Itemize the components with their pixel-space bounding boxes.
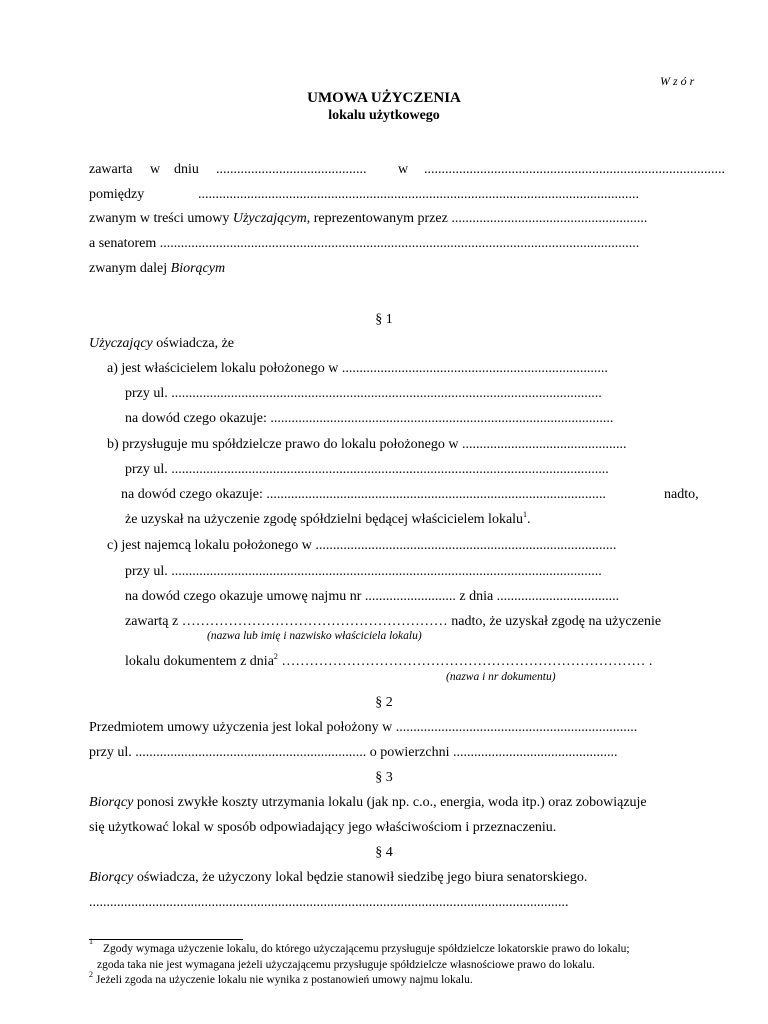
lender-term: Użyczającym	[232, 211, 307, 226]
section-line: .........................................................................................................................................	[89, 895, 569, 910]
intro-text: zwanym w treści umowy	[89, 211, 233, 226]
item-c-line: zawartą z ………………………………………………… nadto, że uzyskał zgodę na użyczenie	[125, 614, 662, 629]
footnote-separator	[89, 939, 243, 940]
footnote-ref: 2	[273, 652, 278, 661]
item-c-line: przy ul. ...........................................................................................................................	[125, 564, 602, 579]
footnote-ref: 1	[523, 510, 528, 519]
section-line	[89, 796, 647, 810]
party-blank: ..............................................................................................................................	[198, 187, 639, 202]
lender-term: Użyczający	[89, 336, 153, 351]
field-note: (nazwa i nr dokumentu)	[446, 671, 556, 683]
section-heading: § 3	[375, 770, 393, 785]
section-text: oświadcza, że użyczony lokal będzie stanowił siedzibę jego biura senatorskiego.	[133, 870, 588, 885]
section-line: przy ul. .................................................................. o powierzchni ...............................................	[89, 745, 618, 760]
intro-word: w	[150, 162, 161, 177]
footnote-1-text: Zgody wymaga użyczenie lokalu, do którego użyczającemu przysługuje spółdzielcze lokatorskie prawo do lokalu;	[103, 943, 630, 955]
footnote-number: 2	[89, 970, 93, 979]
section-lead	[89, 337, 234, 351]
intro-word: w	[398, 162, 409, 177]
intro-text: zwanym dalej	[89, 261, 171, 276]
section-line: się użytkować lokal w sposób odpowiadający jego właściwościom i przeznaczeniu.	[89, 820, 557, 835]
intro-word: zawarta	[89, 162, 133, 177]
intro-text: , reprezentowanym przez ........................................................	[306, 211, 648, 226]
place-blank: ......................................................................................	[424, 162, 725, 177]
intro-line	[89, 212, 647, 226]
item-c-line: na dowód czego okazuje umowę najmu nr .......................... z dnia ...................................	[125, 589, 620, 604]
field-note: (nazwa lub imię i nazwisko właściciela lokalu)	[207, 630, 422, 642]
borrower-term: Biorący	[89, 795, 134, 810]
item-text: że uzyskał na użyczenie zgodę spółdzielni będącej właścicielem lokalu	[125, 512, 524, 527]
template-label: W z ó r	[660, 74, 695, 88]
item-text: lokalu dokumentem z dnia	[125, 654, 274, 669]
borrower-term: Biorącym	[170, 261, 226, 276]
item-b-line: nadto,	[664, 487, 699, 502]
item-c-line	[125, 652, 653, 669]
footnote-1	[89, 937, 93, 954]
date-blank: ...........................................	[216, 162, 367, 177]
senator-line: a senatorem .........................................................................................................................................	[89, 236, 640, 251]
document-title: UMOWA UŻYCZENIA	[307, 90, 461, 106]
item-text: …………………………………………………………………… .	[277, 654, 653, 669]
item-b-line: przy ul. .............................................................................................................................	[125, 462, 609, 477]
section-heading: § 1	[375, 312, 393, 327]
item-b-line: b) przysługuje mu spółdzielcze prawo do lokalu położonego w ...............................................	[107, 437, 627, 452]
item-b-line	[125, 510, 531, 527]
section-heading: § 2	[375, 695, 393, 710]
section-line	[89, 871, 587, 885]
section-text: ponosi zwykłe koszty utrzymania lokalu (jak np. c.o., energia, woda itp.) oraz zobowiązuje	[133, 795, 647, 810]
section-line: Przedmiotem umowy użyczenia jest lokal położony w .....................................................................	[89, 720, 638, 735]
item-b-line: na dowód czego okazuje: .................................................................................................	[121, 487, 606, 502]
section-heading: § 4	[375, 845, 393, 860]
lead-text: oświadcza, że	[152, 336, 234, 351]
item-a-line: a) jest właścicielem lokalu położonego w ............................................................................	[107, 361, 608, 376]
intro-line	[89, 262, 225, 276]
footnote-number: 1	[89, 937, 93, 946]
item-a-line: przy ul. ...........................................................................................................................	[125, 386, 602, 401]
document-subtitle: lokalu użytkowego	[328, 108, 440, 123]
intro-word: dniu	[174, 162, 199, 177]
item-text: .	[527, 512, 531, 527]
footnote-2-text: Jeżeli zgoda na użyczenie lokalu nie wynika z postanowień umowy najmu lokalu.	[93, 974, 473, 986]
footnote-1-text: zgoda taka nie jest wymagana jeżeli użyczającemu przysługuje spółdzielcze własnościowe prawo do lokalu.	[97, 959, 595, 971]
borrower-term: Biorący	[89, 870, 134, 885]
item-a-line: na dowód czego okazuje: ..................................................................................................	[125, 411, 614, 426]
item-c-line: c) jest najemcą lokalu położonego w ......................................................................................	[107, 538, 617, 553]
footnote-2	[89, 970, 473, 987]
intro-word: pomiędzy	[89, 187, 145, 202]
